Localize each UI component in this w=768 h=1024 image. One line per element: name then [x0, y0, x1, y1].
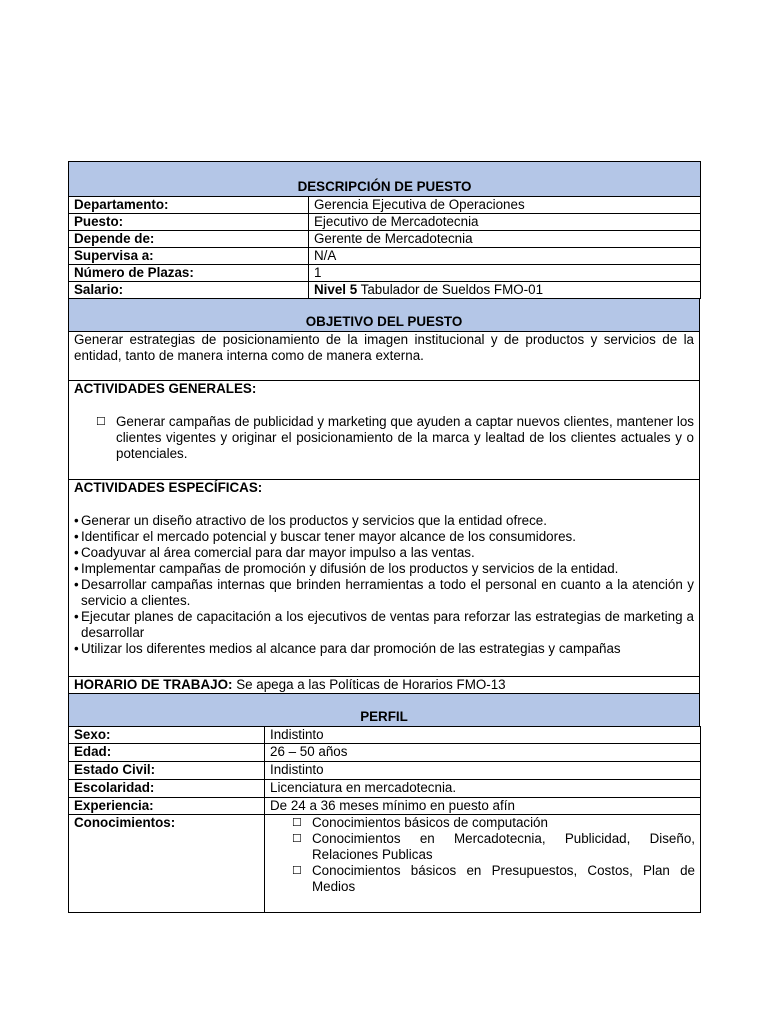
bullet-icon: •	[74, 529, 79, 544]
experience-label: Experiencia:	[69, 798, 265, 815]
list-item: • Utilizar los diferentes medios al alcance para dar promoción de las estrategias y campañas	[74, 641, 621, 656]
specific-activities-title: ACTIVIDADES ESPECÍFICAS:	[74, 480, 263, 495]
bullet-icon: •	[74, 609, 79, 624]
profile-row-civil-status	[69, 762, 701, 780]
specific-activities-section	[69, 480, 700, 677]
reports-to-value: Gerente de Mercadotecnia	[309, 231, 701, 248]
position-value: Ejecutivo de Mercadotecnia	[309, 214, 701, 231]
bullet-icon: •	[74, 561, 79, 576]
civil-status-value: Indistinto	[265, 762, 701, 780]
info-row-position	[69, 214, 701, 231]
work-schedule	[69, 677, 700, 694]
info-row-reports-to	[69, 231, 701, 248]
work-schedule-value: Se apega a las Políticas de Horarios FMO-13	[232, 677, 506, 692]
sex-value: Indistinto	[265, 727, 701, 744]
list-item: ☐ Conocimientos básicos en Presupuestos, Costos, Plan de Medios	[292, 863, 695, 894]
list-item: • Generar un diseño atractivo de los productos y servicios que la entidad ofrece.	[74, 513, 547, 528]
work-schedule-label: HORARIO DE TRABAJO:	[74, 677, 233, 692]
list-item: ☐ Conocimientos en Mercadotecnia, Publicidad, Diseño, Relaciones Publicas	[292, 831, 695, 862]
positions-count-value: 1	[309, 265, 701, 282]
list-item: • Coadyuvar al área comercial para dar mayor impulso a las ventas.	[74, 545, 475, 560]
education-label: Escolaridad:	[69, 780, 265, 798]
knowledge-list	[292, 815, 695, 895]
positions-count-label: Número de Plazas:	[69, 265, 309, 282]
experience-value: De 24 a 36 meses mínimo en puesto afín	[265, 798, 701, 815]
profile-row-knowledge	[69, 815, 701, 913]
list-item: • Desarrollar campañas internas que brinden herramientas a todo el personal en cuanto a la atención y servicio a clientes.	[74, 577, 694, 608]
specific-activities-list	[74, 513, 694, 657]
salary-value	[309, 282, 701, 299]
profile-table	[68, 726, 701, 913]
supervises-value: N/A	[309, 248, 701, 265]
document-title: DESCRIPCIÓN DE PUESTO	[69, 162, 701, 197]
info-row-positions-count	[69, 265, 701, 282]
profile-row-education	[69, 780, 701, 798]
profile-row-age	[69, 744, 701, 762]
knowledge-value	[265, 815, 701, 913]
bullet-icon: •	[74, 641, 79, 656]
checkbox-bullet-icon: ☐	[292, 865, 302, 877]
checkbox-bullet-icon: ☐	[292, 817, 302, 829]
position-info-table	[68, 161, 701, 299]
info-row-salary	[69, 282, 701, 299]
checkbox-bullet-icon: ☐	[292, 833, 302, 845]
activities-table	[68, 298, 700, 727]
general-activities-section	[69, 381, 700, 480]
general-activities-title: ACTIVIDADES GENERALES:	[74, 381, 257, 396]
list-item: • Ejecutar planes de capacitación a los ejecutivos de ventas para reforzar las estrategias de marketing a desarrollar	[74, 609, 694, 640]
age-value: 26 – 50 años	[265, 744, 701, 762]
profile-row-sex	[69, 727, 701, 744]
job-description-document	[68, 161, 700, 913]
list-item	[96, 414, 694, 462]
list-item: • Identificar el mercado potencial y buscar tener mayor alcance de los consumidores.	[74, 529, 576, 544]
checkbox-bullet-icon: ☐	[96, 416, 106, 428]
salary-label: Salario:	[69, 282, 309, 299]
profile-row-experience	[69, 798, 701, 815]
position-label: Puesto:	[69, 214, 309, 231]
bullet-icon: •	[74, 513, 79, 528]
objective-text: Generar estrategias de posicionamiento de la imagen institucional y de productos y servicios de la entidad, tanto de manera interna como de manera externa.	[69, 332, 700, 381]
department-label: Departamento:	[69, 197, 309, 214]
supervises-label: Supervisa a:	[69, 248, 309, 265]
salary-scale: Tabulador de Sueldos FMO-01	[357, 282, 544, 297]
bullet-icon: •	[74, 545, 79, 560]
civil-status-label: Estado Civil:	[69, 762, 265, 780]
list-item: • Implementar campañas de promoción y difusión de los productos y servicios de la entidad.	[74, 561, 619, 576]
salary-level: Nivel 5	[314, 282, 358, 297]
general-activities-list	[96, 414, 694, 462]
bullet-icon: •	[74, 577, 79, 592]
info-row-department	[69, 197, 701, 214]
reports-to-label: Depende de:	[69, 231, 309, 248]
age-label: Edad:	[69, 744, 265, 762]
sex-label: Sexo:	[69, 727, 265, 744]
general-activity-text: Generar campañas de publicidad y marketing que ayuden a captar nuevos clientes, mantener los clientes vigentes y originar el posicionamiento de la marca y lealtad de los clientes actuales y o potenciales.	[116, 414, 694, 461]
info-row-supervises	[69, 248, 701, 265]
profile-header: PERFIL	[69, 694, 700, 727]
list-item: ☐ Conocimientos básicos de computación	[292, 815, 548, 830]
department-value: Gerencia Ejecutiva de Operaciones	[309, 197, 701, 214]
knowledge-label: Conocimientos:	[69, 815, 265, 913]
objective-header: OBJETIVO DEL PUESTO	[69, 299, 700, 332]
education-value: Licenciatura en mercadotecnia.	[265, 780, 701, 798]
